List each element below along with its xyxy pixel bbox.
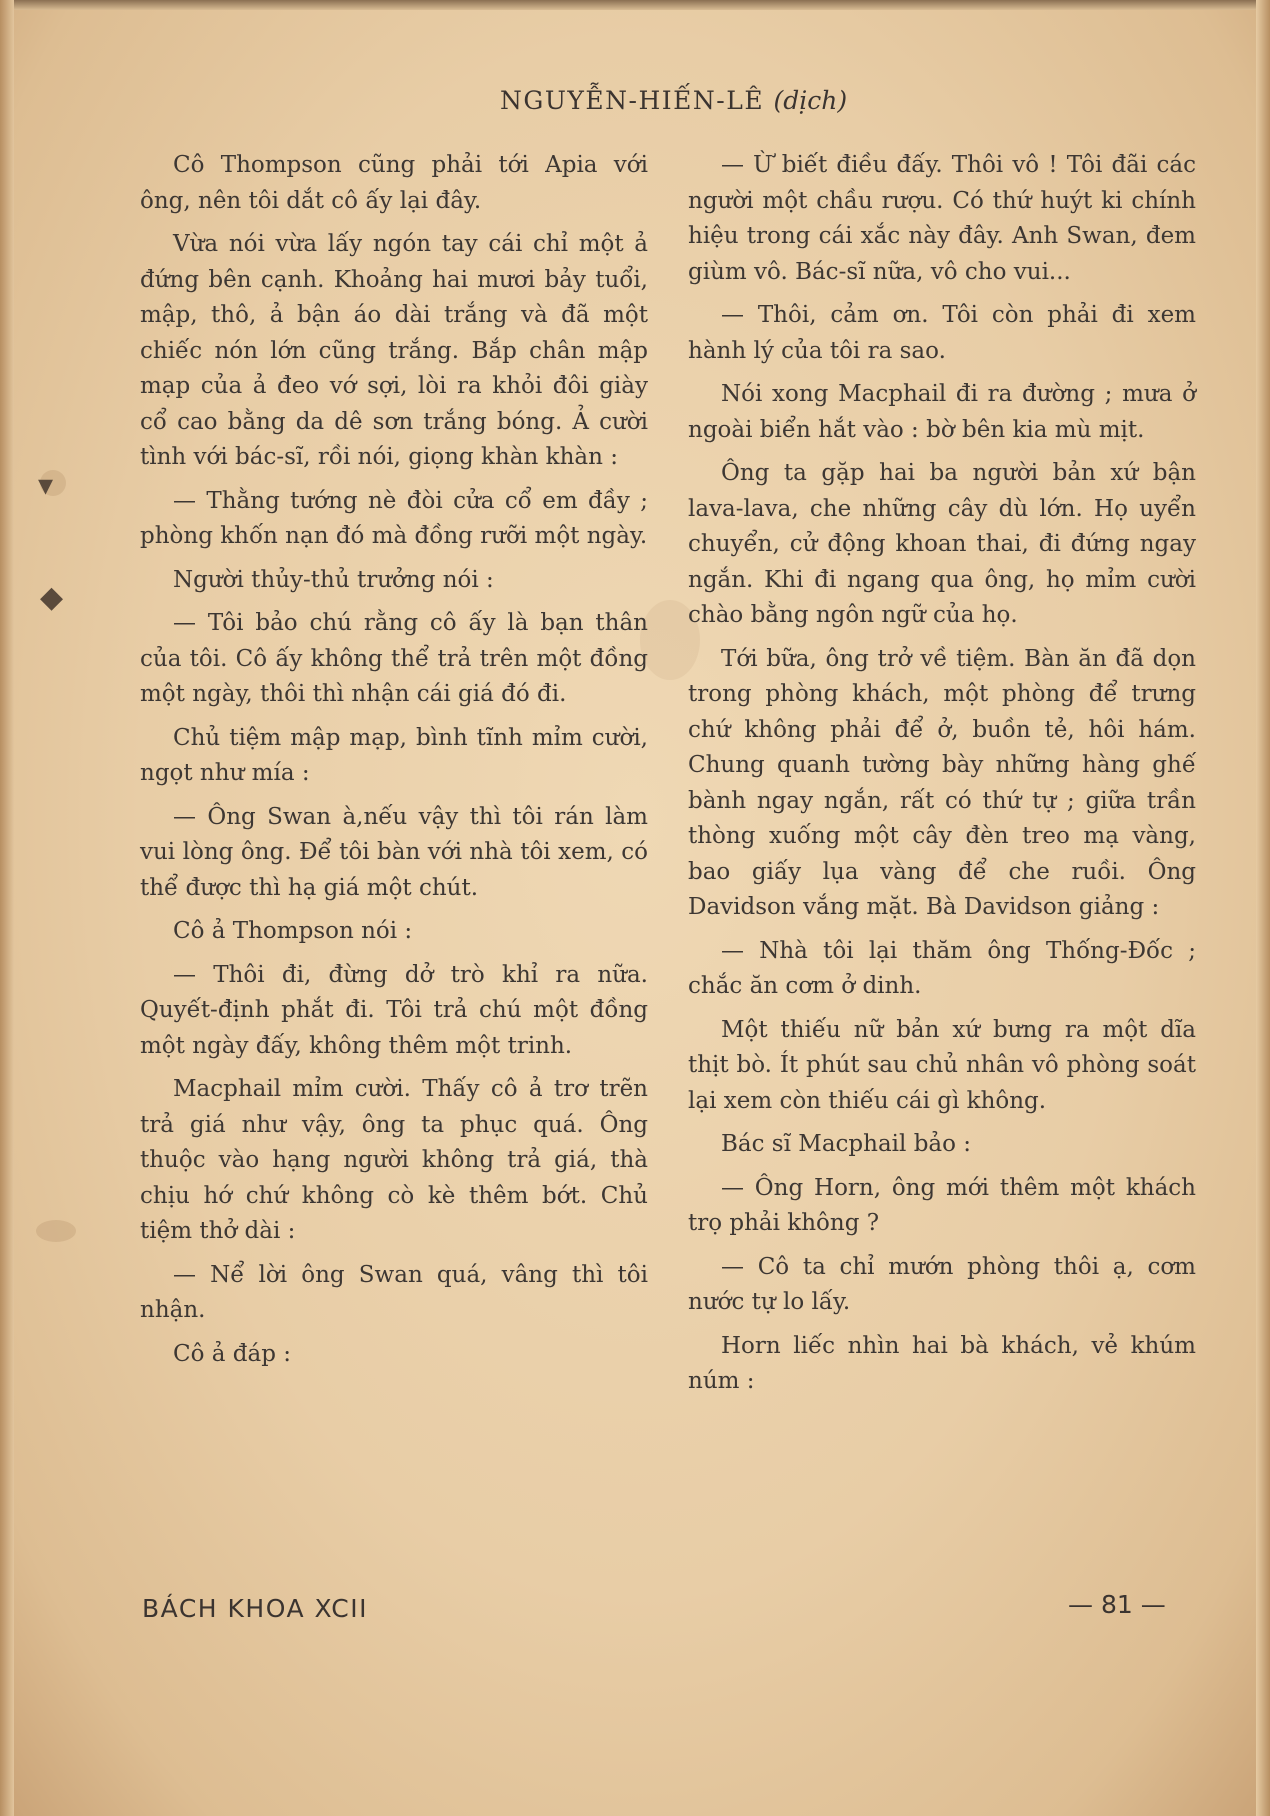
paragraph: — Nhà tôi lại thăm ông Thống-Đốc ; chắc ăn cơm ở dinh. (688, 937, 1196, 999)
paper-stain (36, 1220, 76, 1242)
paragraph: Vừa nói vừa lấy ngón tay cái chỉ một ả đứng bên cạnh. Khoảng hai mươi bảy tuổi, mập, thô, ả bận áo dài trắng và đã một chiếc nón lớn cũng trắng. Bắp chân mập mạp của ả đeo vớ sợi, lòi ra khỏi đôi giày cổ cao bằng da dê sơn trắng bóng. Ả cười tình với bác-sĩ, rồi nói, giọng khàn khàn : (140, 231, 648, 470)
paragraph: — Thằng tướng nè đòi cửa cổ em đầy ; phòng khốn nạn đó mà đồng rưỡi một ngày. (140, 487, 648, 549)
paragraph: — Nể lời ông Swan quá, vâng thì tôi nhận. (140, 1261, 648, 1323)
page-number: — 81 — (1068, 1590, 1166, 1619)
paragraph: Macphail mỉm cười. Thấy cô ả trơ trẽn trả giá như vậy, ông ta phục quá. Ông thuộc vào hạng người không trả giá, thà chịu hớ chứ không cò kè thêm bớt. Chủ tiệm thở dài : (140, 1076, 648, 1244)
paragraph: Cô ả Thompson nói : (173, 918, 413, 944)
page-right-edge (1256, 0, 1270, 1816)
paragraph: Cô ả đáp : (173, 1340, 291, 1367)
page-top-edge (0, 0, 1270, 10)
translator-note: (dịch) (773, 86, 848, 115)
paragraph: — Cô ta chỉ mướn phòng thôi ạ, cơm nước tự lo lấy. (688, 1253, 1196, 1315)
page-left-edge (0, 0, 14, 1816)
text-column-right (688, 148, 1196, 1408)
paragraph: Cô Thompson cũng phải tới Apia với ông, nên tôi dắt cô ấy lại đây. (140, 152, 648, 214)
paragraph: Chủ tiệm mập mạp, bình tĩnh mỉm cười, ngọt như mía : (140, 724, 648, 786)
paragraph: — Ừ biết điều đấy. Thôi vô ! Tôi đãi các người một chầu rượu. Có thứ huýt ki chính hiệu trong cái xắc này đây. Anh Swan, đem giùm vô. Bác-sĩ nữa, vô cho vui... (688, 152, 1196, 285)
paragraph: Một thiếu nữ bản xứ bưng ra một dĩa thịt bò. Ít phút sau chủ nhân vô phòng soát lại xem còn thiếu cái gì không. (688, 1016, 1196, 1114)
paragraph: — Thôi đi, đừng dở trò khỉ ra nữa. Quyết-định phắt đi. Tôi trả chú một đồng một ngày đấy, không thêm một trinh. (140, 961, 648, 1059)
author-name: NGUYỄN-HIẾN-LÊ (500, 86, 765, 115)
magazine-title: BÁCH KHOA XCII (142, 1594, 369, 1623)
paragraph: Tới bữa, ông trở về tiệm. Bàn ăn đã dọn trong phòng khách, một phòng để trưng chứ không phải để ở, buồn tẻ, hôi hám. Chung quanh tường bày những hàng ghế bành ngay ngắn, rất có thứ tự ; giữa trần thòng xuống một cây đèn treo mạ vàng, bao giấy lụa vàng để che ruồi. Ông Davidson vắng mặt. Bà Davidson giảng : (688, 645, 1196, 920)
paragraph: Nói xong Macphail đi ra đường ; mưa ở ngoài biển hắt vào : bờ bên kia mù mịt. (688, 381, 1196, 443)
paragraph: — Ông Swan à,nếu vậy thì tôi rán làm vui lòng ông. Để tôi bàn với nhà tôi xem, có thể được thì hạ giá một chút. (140, 803, 648, 901)
margin-mark: ▾ (38, 468, 54, 503)
paragraph: Bác sĩ Macphail bảo : (721, 1131, 972, 1157)
paragraph: — Tôi bảo chú rằng cô ấy là bạn thân của tôi. Cô ấy không thể trả trên một đồng một ngày, thôi thì nhận cái giá đó đi. (140, 610, 648, 707)
running-head (500, 86, 960, 115)
margin-mark: ◆ (40, 580, 64, 615)
paragraph: Ông ta gặp hai ba người bản xứ bận lava-lava, che những cây dù lớn. Họ uyển chuyển, cử động khoan thai, đi đứng ngay ngắn. Khi đi ngang qua ông, họ mỉm cười chào bằng ngôn ngữ của họ. (688, 460, 1196, 628)
paragraph: — Thôi, cảm ơn. Tôi còn phải đi xem hành lý của tôi ra sao. (688, 302, 1196, 364)
paragraph: Horn liếc nhìn hai bà khách, vẻ khúm núm : (688, 1332, 1196, 1394)
paragraph: Người thủy-thủ trưởng nói : (173, 566, 494, 593)
text-column-left (140, 148, 648, 1380)
paragraph: — Ông Horn, ông mới thêm một khách trọ phải không ? (688, 1174, 1196, 1236)
